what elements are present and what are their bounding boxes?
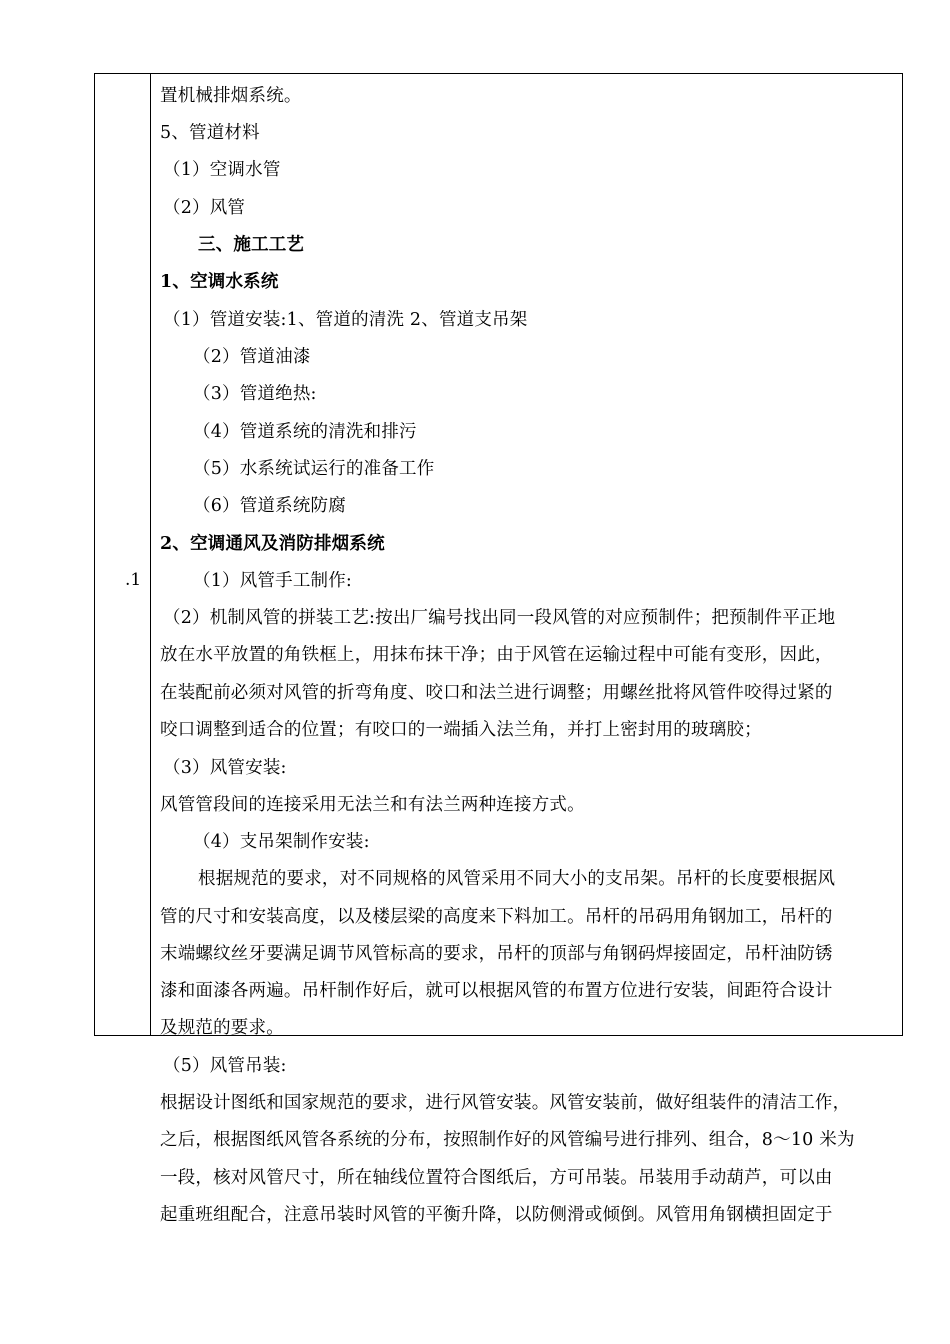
- paragraph-line: 咬口调整到适合的位置；有咬口的一端插入法兰角，并打上密封用的玻璃胶；: [160, 720, 762, 740]
- paragraph-line: 及规范的要求。: [160, 1018, 284, 1038]
- list-item: （1）管道安装:1、管道的清洗 2、管道支吊架: [163, 310, 528, 330]
- list-item: （6）管道系统防腐: [193, 496, 346, 516]
- paragraph-line: 管的尺寸和安装高度，以及楼层梁的高度来下料加工。吊杆的吊码用角钢加工，吊杆的: [160, 907, 833, 927]
- text-line: 置机械排烟系统。: [160, 86, 302, 106]
- list-item: （2）管道油漆: [193, 347, 311, 367]
- list-item: （4）管道系统的清洗和排污: [193, 422, 417, 442]
- paragraph-line: 风管管段间的连接采用无法兰和有法兰两种连接方式。: [160, 795, 585, 815]
- paragraph-line: 之后，根据图纸风管各系统的分布，按照制作好的风管编号进行排列、组合，8～10 米为: [160, 1130, 855, 1150]
- list-item: （1）风管手工制作:: [193, 571, 353, 591]
- list-item: （1）空调水管: [163, 160, 281, 180]
- list-item: （4）支吊架制作安装:: [193, 832, 370, 852]
- list-item: （3）风管安装:: [163, 758, 287, 778]
- paragraph-line: 起重班组配合，注意吊装时风管的平衡升降，以防侧滑或倾倒。风管用角钢横担固定于: [160, 1205, 833, 1225]
- subsection-heading-water: 1、空调水系统: [160, 272, 279, 292]
- list-item: （5）风管吊装:: [163, 1056, 287, 1076]
- list-item: （2）风管: [163, 198, 246, 218]
- subsection-heading-ventilation: 2、空调通风及消防排烟系统: [160, 534, 385, 554]
- side-column-marker: .1: [125, 570, 142, 590]
- paragraph-line: 根据规范的要求，对不同规格的风管采用不同大小的支吊架。吊杆的长度要根据风: [198, 869, 836, 889]
- paragraph-line: 在装配前必须对风管的折弯角度、咬口和法兰进行调整；用螺丝批将风管件咬得过紧的: [160, 683, 833, 703]
- paragraph-line: 根据设计图纸和国家规范的要求，进行风管安装。风管安装前，做好组装件的清洁工作，: [160, 1093, 851, 1113]
- paragraph-line: 末端螺纹丝牙要满足调节风管标高的要求，吊杆的顶部与角钢码焊接固定，吊杆油防锈: [160, 944, 833, 964]
- paragraph-line: 一段，核对风管尺寸，所在轴线位置符合图纸后，方可吊装。吊装用手动葫芦，可以由: [160, 1168, 833, 1188]
- section-heading-process: 三、施工工艺: [198, 235, 305, 255]
- paragraph-line: 放在水平放置的角铁框上，用抹布抹干净；由于风管在运输过程中可能有变形，因此，: [160, 645, 833, 665]
- list-item: （5）水系统试运行的准备工作: [193, 459, 435, 479]
- paragraph-line: 漆和面漆各两遍。吊杆制作好后，就可以根据风管的布置方位进行安装，间距符合设计: [160, 981, 833, 1001]
- paragraph-line: （2）机制风管的拼装工艺:按出厂编号找出同一段风管的对应预制件；把预制件平正地: [163, 608, 836, 628]
- section-heading-materials: 5、管道材料: [160, 123, 260, 143]
- table-column-divider: [150, 73, 151, 1036]
- list-item: （3）管道绝热:: [193, 384, 317, 404]
